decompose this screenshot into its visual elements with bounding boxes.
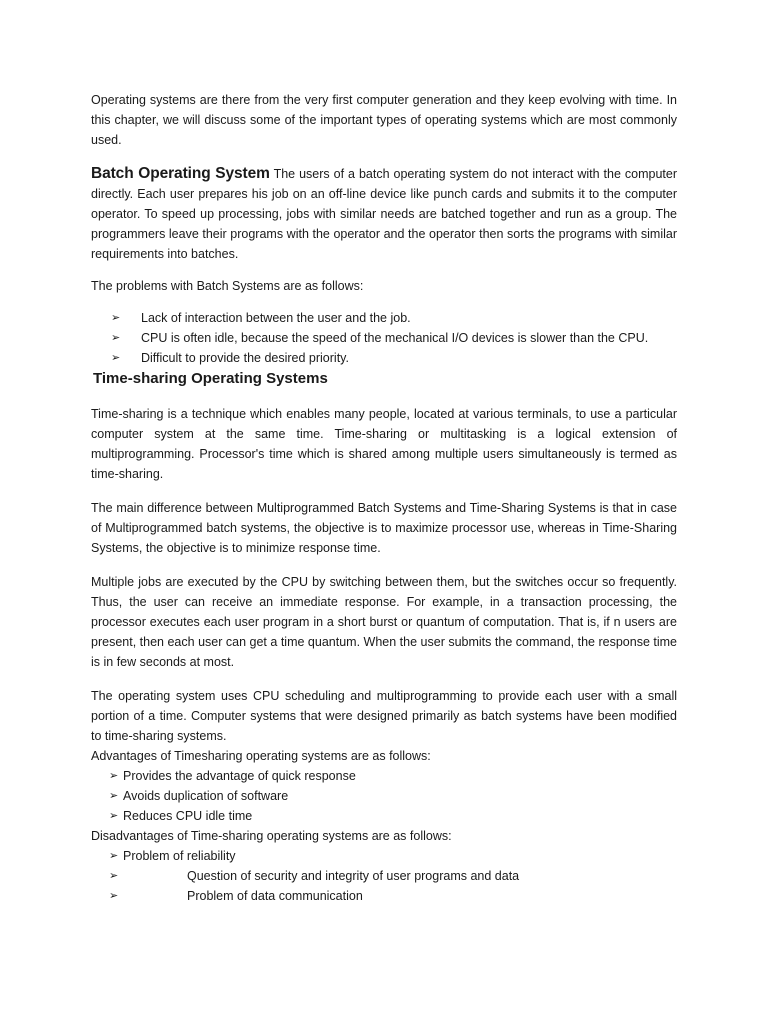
batch-problems-list: [91, 308, 677, 368]
arrow-bullet-icon: ➢: [111, 352, 121, 364]
list-item: ➢ Difficult to provide the desired priority.: [91, 348, 677, 368]
arrow-bullet-icon: ➢: [111, 332, 121, 344]
list-item: ➢ Avoids duplication of software: [91, 786, 677, 806]
list-item: ➢ CPU is often idle, because the speed of the mechanical I/O devices is slower than the CPU.: [91, 328, 677, 348]
arrow-bullet-icon: ➢: [109, 770, 119, 782]
list-item: ➢ Lack of interaction between the user and the job.: [91, 308, 677, 328]
document-page: [91, 90, 677, 906]
list-item: ➢ Question of security and integrity of user programs and data: [91, 866, 677, 886]
list-item: ➢ Reduces CPU idle time: [91, 806, 677, 826]
advantages-intro: Advantages of Timesharing operating systems are as follows:: [91, 749, 431, 763]
arrow-bullet-icon: ➢: [111, 312, 121, 324]
timesharing-paragraph-3: Multiple jobs are executed by the CPU by switching between them, but the switches occur so frequently. Thus, the user can receive an immediate response. For example, in a transaction processing, the processor executes each user program in a short burst or quantum of computation. That is, if n users are present, then each user can get a time quantum. When the user submits the command, the response time is in few seconds at most.: [91, 575, 677, 669]
disadvantages-intro: Disadvantages of Time-sharing operating systems are as follows:: [91, 829, 452, 843]
batch-heading: Batch Operating System: [91, 165, 270, 182]
arrow-bullet-icon: ➢: [109, 870, 119, 882]
advantages-list: [91, 766, 677, 826]
batch-body-text: The users of a batch operating system do not interact with the computer directly. Each user prepares his job on an off-line device like punch cards and submits it to the computer operator. To speed up processing, jobs with similar needs are batched together and run as a group. The programmers leave their programs with the operator and the operator then sorts the programs with similar requirements into batches.: [91, 167, 677, 261]
timesharing-paragraph-1: Time-sharing is a technique which enables many people, located at various terminals, to use a particular computer system at the same time. Time-sharing or multitasking is a logical extension of multiprogramming. Processor's time which is shared among multiple users simultaneously is termed as time-sharing.: [91, 407, 677, 481]
arrow-bullet-icon: ➢: [109, 850, 119, 862]
arrow-bullet-icon: ➢: [109, 890, 119, 902]
arrow-bullet-icon: ➢: [109, 790, 119, 802]
batch-problems-intro: The problems with Batch Systems are as follows:: [91, 279, 364, 293]
timesharing-paragraph-2: The main difference between Multiprogrammed Batch Systems and Time-Sharing Systems is that in case of Multiprogrammed batch systems, the objective is to maximize processor use, whereas in Time-Sharing Systems, the objective is to minimize response time.: [91, 501, 677, 555]
intro-paragraph: Operating systems are there from the very first computer generation and they keep evolving with time. In this chapter, we will discuss some of the important types of operating systems which are most commonly used.: [91, 93, 677, 147]
list-item: ➢ Problem of reliability: [91, 846, 677, 866]
arrow-bullet-icon: ➢: [109, 810, 119, 822]
batch-paragraph: [91, 164, 677, 264]
timesharing-paragraph-4: The operating system uses CPU scheduling and multiprogramming to provide each user with a small portion of a time. Computer systems that were designed primarily as batch systems have been modified to time-sharing systems.: [91, 689, 677, 743]
disadvantages-list: [91, 846, 677, 906]
list-item: ➢ Provides the advantage of quick response: [91, 766, 677, 786]
timesharing-title: Time-sharing Operating Systems: [93, 370, 328, 387]
list-item: ➢ Problem of data communication: [91, 886, 677, 906]
